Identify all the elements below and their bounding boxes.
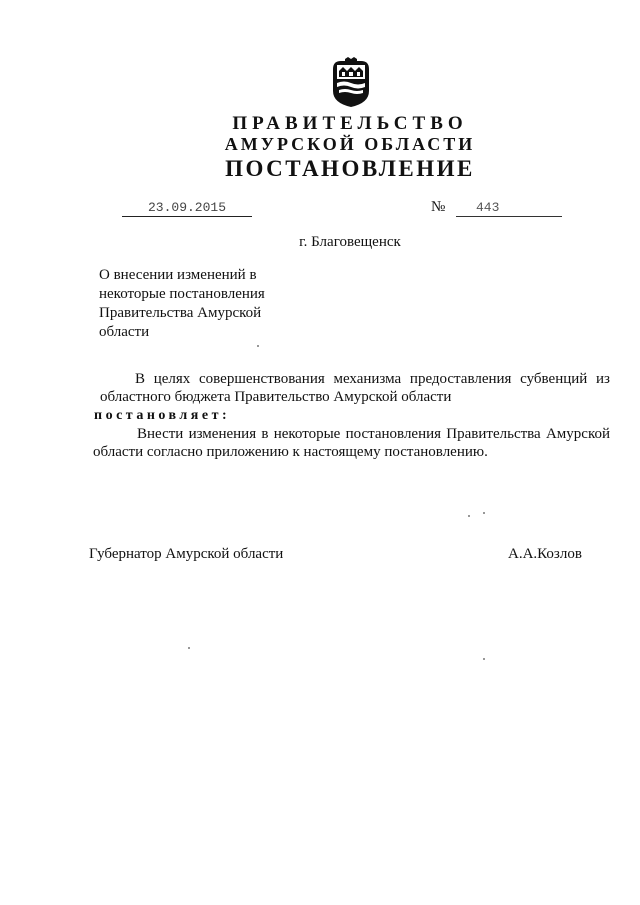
coat-of-arms-icon (329, 57, 373, 109)
document-type-title: ПОСТАНОВЛЕНИЕ (225, 156, 475, 181)
org-name-line2: АМУРСКОЙ ОБЛАСТИ (224, 134, 476, 154)
document-date: 23.09.2015 (122, 200, 252, 217)
subject-line: Правительства Амурской (99, 305, 262, 321)
decree-paragraph: Внести изменения в некоторые постановления Правительства Амурской области согласно приложению к настоящему постановлению. (93, 426, 610, 460)
city-line: г. Благовещенск (299, 234, 401, 250)
document-subject (99, 266, 289, 342)
subject-line: некоторые постановления (99, 286, 265, 302)
number-label: № (431, 199, 446, 215)
signer-name: А.А.Козлов (508, 546, 582, 562)
scan-speck (188, 647, 190, 649)
subject-line: О внесении изменений в (99, 267, 257, 283)
subject-line: области (99, 324, 150, 340)
scan-speck (257, 345, 259, 347)
preamble-paragraph: В целях совершенствования механизма предоставления субвенций из областного бюджета Правительство Амурской области (100, 371, 610, 405)
org-name-line1: ПРАВИТЕЛЬСТВО (232, 113, 468, 134)
scan-speck (483, 512, 485, 514)
document-number: 443 (456, 200, 562, 217)
scan-speck (468, 515, 470, 517)
decree-keyword: постановляет: (94, 408, 231, 423)
scan-speck (483, 658, 485, 660)
signer-title: Губернатор Амурской области (89, 546, 284, 562)
